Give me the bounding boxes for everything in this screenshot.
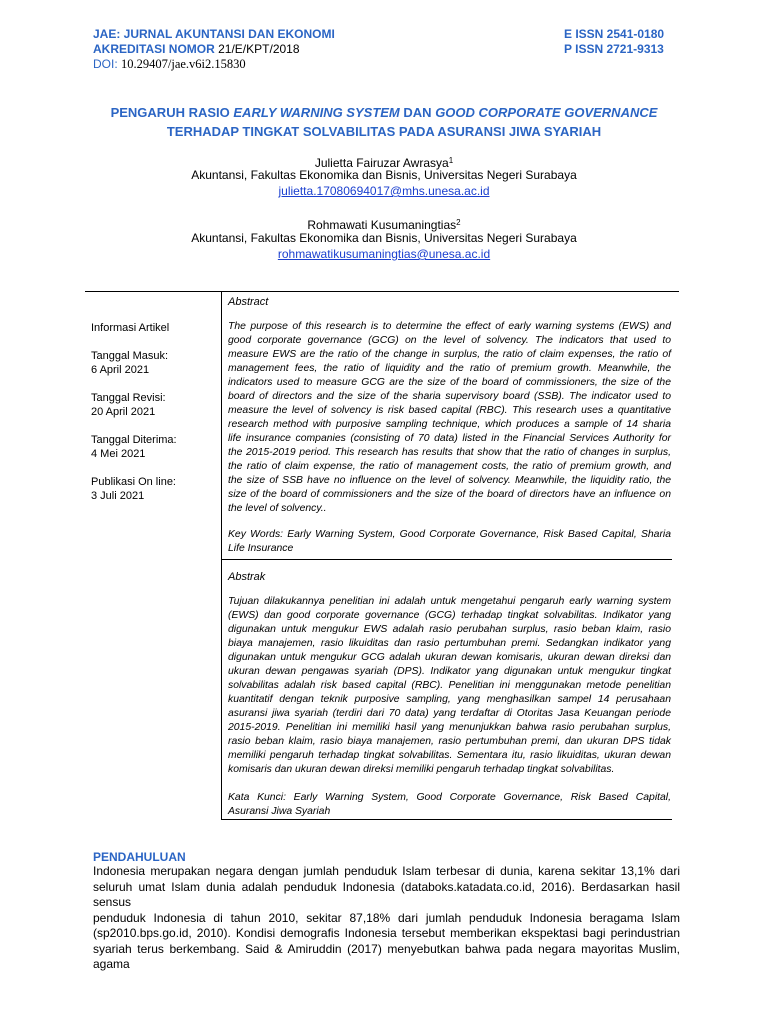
author-1-email <box>0 184 768 199</box>
p-issn: P ISSN 2721-9313 <box>564 42 664 56</box>
text-line: penduduk Indonesia di tahun 2010, sekitar 87,18% dari jumlah penduduk Indonesia beragama Islam <box>93 910 680 925</box>
e-issn: E ISSN 2541-0180 <box>564 27 665 41</box>
author-1-affiliation: Akuntansi, Fakultas Ekonomika dan Bisnis, Universitas Negeri Surabaya <box>191 168 577 182</box>
text-line: digunakan untuk mengukur GCG adalah ukuran dewan komisaris, ukuran dewan direksi dan <box>228 652 671 663</box>
abstract-en-body <box>228 320 671 516</box>
accepted-value: 4 Mei 2021 <box>91 448 146 460</box>
text-line: management fees, the ratio of liquidity and the ratio of premium growth. Meanwhile, the <box>228 363 671 374</box>
text-line: indicators used to measure GCG are the size of the board of commissioners, the size of the <box>228 377 671 388</box>
text-line: measure the level of solvency is risk based capital (RBC). This research uses a quantitative <box>228 405 671 416</box>
author-2-name-text: Rohmawati Kusumaningtias <box>307 218 457 232</box>
doi-label: DOI: <box>93 57 118 71</box>
author-2-email-link[interactable]: rohmawatikusumaningtias@unesa.ac.id <box>277 247 491 261</box>
title-part-4: GOOD CORPORATE GOVERNANCE <box>435 105 658 120</box>
text-line: Indonesia merupakan negara dengan jumlah penduduk Islam terbesar di dunia, karena sekitar 13,1% dari <box>93 864 680 878</box>
text-line: Kata Kunci: Early Warning System, Good Corporate Governance, Risk Based Capital, <box>228 792 671 803</box>
title-part-1: PENGARUH RASIO <box>110 105 230 120</box>
abstract-id-body <box>228 595 671 777</box>
doi <box>93 57 246 72</box>
journal-name: JAE: JURNAL AKUNTANSI DAN EKONOMI <box>93 27 335 41</box>
text-line: biaya manajemen, rasio likuiditas dan rasio pertumbuhan premi. Sedangkan indikator yang <box>228 638 671 649</box>
text-line: The purpose of this research is to determine the effect of early warning systems (EWS) and <box>228 321 671 332</box>
text-line: the level of solvency.. <box>228 503 327 514</box>
revised-value: 20 April 2021 <box>91 406 156 418</box>
author-1-name-text: Julietta Fairuzar Awrasya <box>314 156 449 170</box>
text-line: rasio beban klaim, rasio biaya manajemen, rasio pertumbuhan premi, dan ukuran DPS tidak <box>228 736 671 747</box>
text-line: Asuransi Jiwa Syariah <box>228 806 331 817</box>
text-line: komisaris dan ukuran dewan direksi memiliki pengaruh terhadap tingkat solvabilitas. <box>228 764 615 775</box>
text-line: digunakan untuk mengukur EWS adalah rasio perubahan surplus, rasio beban klaim, rasio <box>228 624 671 635</box>
article-title-line-1 <box>0 103 768 122</box>
title-part-2: EARLY WARNING SYSTEM <box>233 105 400 120</box>
abstrak-heading: Abstrak <box>228 571 266 583</box>
text-line: seluruh umat Islam dunia adalah penduduk Indonesia (databoks.katadata.co.id, 2016). Berdasarkan hasil sensus <box>93 879 680 909</box>
published-value: 3 Juli 2021 <box>91 490 145 502</box>
abstract-id-rule <box>221 819 672 820</box>
keywords-id <box>228 791 671 819</box>
title-part-3: DAN <box>403 105 432 120</box>
author-1-sup: 1 <box>448 156 454 165</box>
text-line: (sp2010.bps.go.id, 2010). Kondisi demografis Indonesia tersebut memberikan ekspektasi bagi perindustrian <box>93 926 680 940</box>
author-2-email <box>0 247 768 262</box>
text-line: kuantitatif dengan teknik purposive sampling, yang menghasilkan sampel 14 perusahaan <box>228 694 671 705</box>
author-1-email-link[interactable]: julietta.17080694017@mhs.unesa.ac.id <box>278 184 490 198</box>
text-line: measure EWS are the ratio of the change in surplus, the ratio of claim expenses, the ratio of <box>228 349 671 360</box>
text-line: ukuran dewan pengawas syariah (DPS). Indikator yang digunakan untuk mengukur tingkat <box>228 666 671 677</box>
article-title-line-2: TERHADAP TINGKAT SOLVABILITAS PADA ASURANSI JIWA SYARIAH <box>166 124 602 139</box>
text-line: syariah terus berkembang. Said & Amiruddin (2017) menyebutkan bahwa pada negara mayoritas Muslim, agama <box>93 941 680 971</box>
article-info-heading: Informasi Artikel <box>91 322 170 334</box>
published-label: Publikasi On line: <box>91 476 176 488</box>
author-2-sup: 2 <box>456 218 461 227</box>
text-line: Tujuan dilakukannya penelitian ini adalah untuk mengetahui pengaruh early warning system <box>228 596 671 607</box>
text-line: research method with purposive sampling technique, which produces a sample of 14 sharia <box>228 419 671 430</box>
top-rule <box>85 291 679 292</box>
received-value: 6 April 2021 <box>91 364 150 376</box>
author-2-affiliation: Akuntansi, Fakultas Ekonomika dan Bisnis, Universitas Negeri Surabaya <box>191 231 577 245</box>
text-line: the ratio of claim expense, the ratio of management costs, the ratio of premium growth, and <box>228 461 671 472</box>
accreditation-number: 21/E/KPT/2018 <box>218 42 300 56</box>
text-line: size of the board of commissioners and the size of the board of directors have an influence on <box>228 489 671 500</box>
text-line: good corporate governance (GCG) on the level of solvency. The indicators that used to <box>228 335 671 346</box>
section-heading-introduction: PENDAHULUAN <box>93 850 186 864</box>
keywords-en <box>228 528 671 556</box>
text-line: Life Insurance <box>228 543 294 554</box>
text-line: life insurance companies (consisting of 70 data) listed in the Financial Services Authority for <box>228 433 671 444</box>
text-line: the size of SSB have no influence on the level of solvency. Meanwhile, the liquidity ratio, the <box>228 475 671 486</box>
text-line: (EWS) dan good corporate governance (GCG) terhadap tingkat solvabilitas. Indikator yang <box>228 610 671 621</box>
abstract-en-rule <box>221 559 672 560</box>
introduction-body <box>93 864 680 973</box>
article-info <box>91 321 221 503</box>
text-line: 2015-2019. Penelitian ini memiliki hasil yang menunjukkan bahwa rasio perubahan surplus, <box>228 722 671 733</box>
text-line: Key Words: Early Warning System, Good Corporate Governance, Risk Based Capital, Sharia <box>228 529 671 540</box>
received-label: Tanggal Masuk: <box>91 350 169 362</box>
text-line: board of directors and the size of the sharia supervisory board (SSB). The indicator used to <box>228 391 671 402</box>
accreditation-label: AKREDITASI NOMOR <box>93 42 215 56</box>
column-divider <box>221 291 222 819</box>
text-line: memiliki pengaruh terhadap tingkat solvabilitas. Sementara itu, rasio likuiditas, ukuran dewan <box>228 750 671 761</box>
text-line: the 2015-2019 period. This research has results that show that the ratio of changes in surplus, <box>228 447 671 458</box>
doi-value: 10.29407/jae.v6i2.15830 <box>121 57 246 71</box>
text-line: solvabilitas adalah risk based capital (RBC). Penelitian ini menggunakan metode penelitian <box>228 680 671 691</box>
revised-label: Tanggal Revisi: <box>91 392 166 404</box>
accreditation <box>93 42 300 57</box>
accepted-label: Tanggal Diterima: <box>91 434 177 446</box>
text-line: asuransi jiwa syariah (terdiri dari 70 data) yang terdaftar di Otoritas Jasa Keuangan periode <box>228 708 671 719</box>
abstract-heading: Abstract <box>228 296 269 308</box>
